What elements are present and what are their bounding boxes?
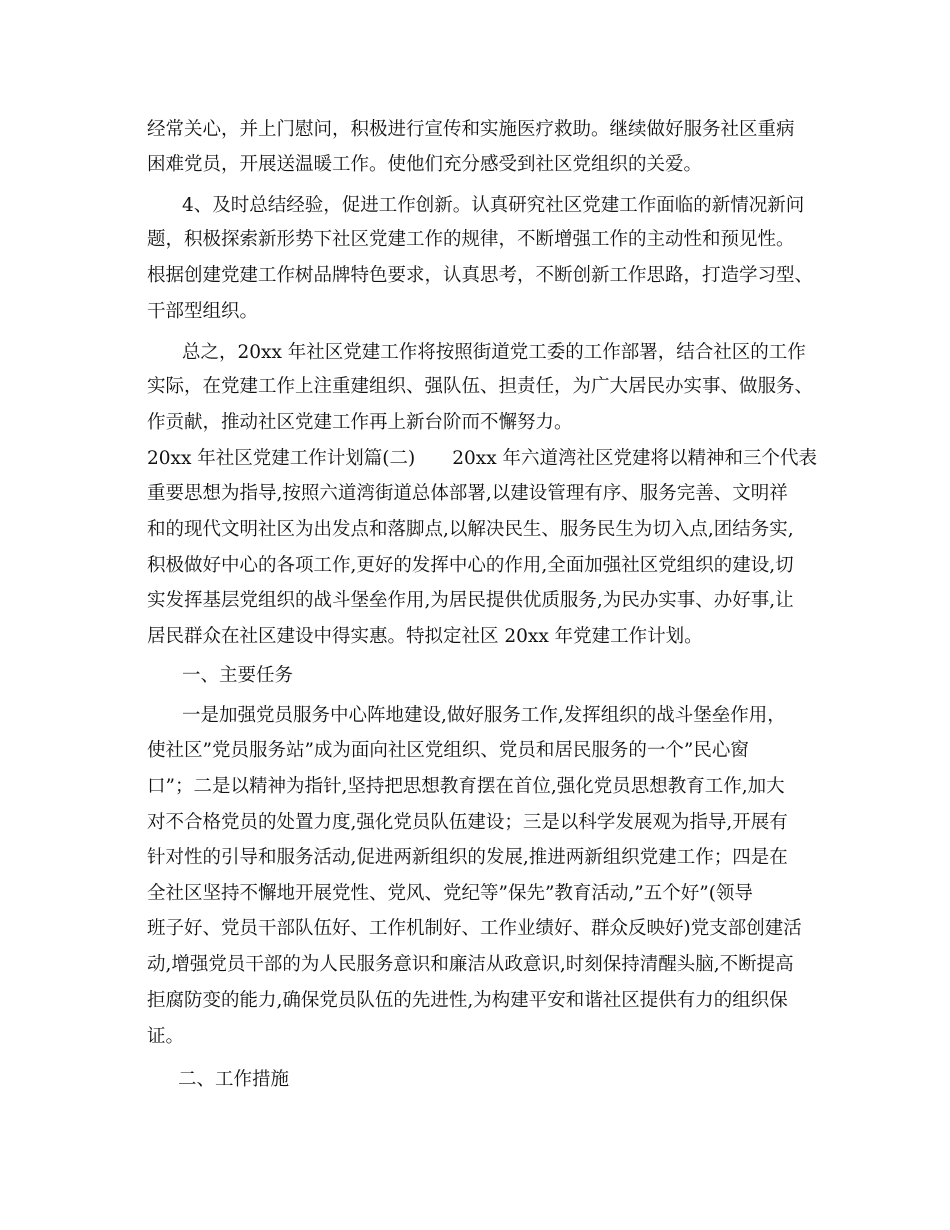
paragraph-line: 总之，20xx 年社区党建工作将按照街道党工委的工作部署，结合社区的工作	[182, 342, 806, 363]
subheading-work-measures: 二、工作措施	[178, 1069, 290, 1090]
paragraph-line: 和的现代文明社区为出发点和落脚点,以解决民生、服务民生为切入点,团结务实,	[147, 519, 794, 540]
paragraph-line: 拒腐防变的能力,确保党员队伍的先进性,为构建平安和谐社区提供有力的组织保	[147, 990, 788, 1011]
paragraph-line: 4、及时总结经验，促进工作创新。认真研究社区党建工作面临的新情况新问	[182, 195, 805, 216]
paragraph-line: 使社区”党员服务站”成为面向社区党组织、党员和居民服务的一个”民心窗	[147, 740, 749, 761]
paragraph-line: 经常关心，并上门慰问，积极进行宣传和实施医疗救助。继续做好服务社区重病	[147, 119, 795, 140]
section-title-line: 20xx 年社区党建工作计划篇(二) 20xx 年六道湾社区党建将以精神和三个代表	[147, 448, 817, 469]
paragraph-line: 实际，在党建工作上注重建组织、强队伍、担责任，为广大居民办实事、做服务、	[147, 376, 814, 397]
paragraph-line: 根据创建党建工作树品牌特色要求，认真思考，不断创新工作思路，打造学习型、	[147, 265, 814, 286]
paragraph-line: 题，积极探索新形势下社区党建工作的规律，不断增强工作的主动性和预见性。	[147, 229, 795, 250]
paragraph-line: 口”；二是以精神为指针,坚持把思想教育摆在首位,强化党员思想教育工作,加大	[147, 776, 785, 797]
paragraph-line: 居民群众在社区建设中得实惠。特拟定社区 20xx 年党建工作计划。	[147, 626, 703, 647]
paragraph-line: 全社区坚持不懈地开展党性、党风、党纪等”保先”教育活动,”五个好”(领导	[147, 883, 753, 904]
paragraph-line: 对不合格党员的处置力度,强化党员队伍建设；三是以科学发展观为指导,开展有	[147, 812, 788, 833]
paragraph-line: 实发挥基层党组织的战斗堡垒作用,为居民提供优质服务,为民办实事、办好事,让	[147, 590, 794, 611]
paragraph-line: 干部型组织。	[147, 301, 259, 322]
paragraph-line: 困难党员，开展送温暖工作。使他们充分感受到社区党组织的关爱。	[147, 154, 703, 175]
paragraph-line: 证。	[147, 1026, 185, 1047]
paragraph-line: 作贡献，推动社区党建工作再上新台阶而不懈努力。	[147, 412, 573, 433]
paragraph-line: 一是加强党员服务中心阵地建设,做好服务工作,发挥组织的战斗堡垒作用，	[182, 705, 786, 726]
paragraph-line: 积极做好中心的各项工作,更好的发挥中心的作用,全面加强社区党组织的建设,切	[147, 555, 794, 576]
subheading-main-tasks: 一、主要任务	[182, 665, 294, 686]
paragraph-line: 动,增强党员干部的为人民服务意识和廉洁从政意识,时刻保持清醒头脑,不断提高	[147, 954, 794, 975]
paragraph-line: 重要思想为指导,按照六道湾街道总体部署,以建设管理有序、服务完善、文明祥	[147, 483, 788, 504]
paragraph-line: 针对性的引导和服务活动,促进两新组织的发展,推进两新组织党建工作；四是在	[147, 847, 788, 868]
paragraph-line: 班子好、党员干部队伍好、工作机制好、工作业绩好、群众反映好)党支部创建活	[147, 918, 802, 939]
